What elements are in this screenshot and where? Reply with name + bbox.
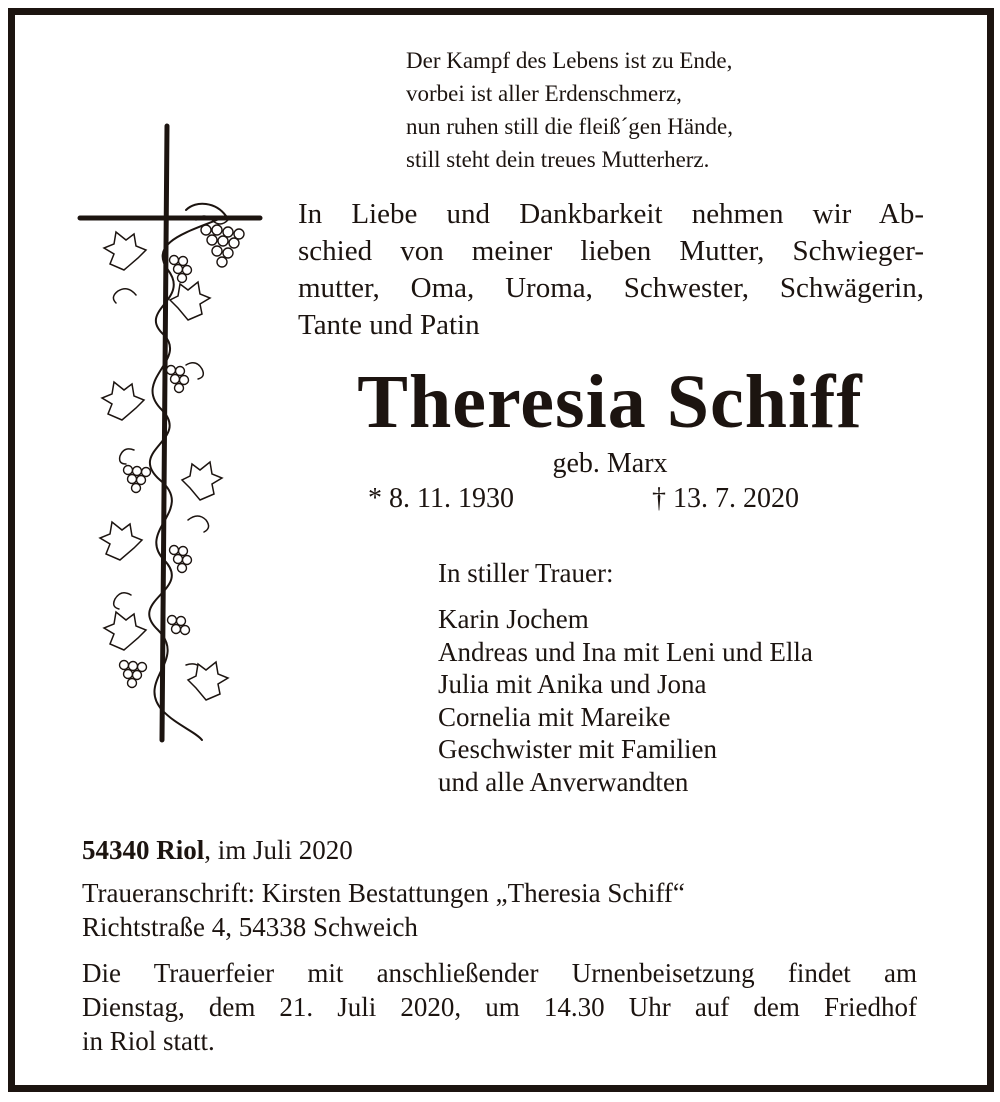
mourner-item: und alle Anverwandten	[438, 766, 689, 797]
poem-line: nun ruhen still die fleiß´gen Hände,	[406, 114, 734, 139]
intro-line: schied von meiner lieben Mutter, Schwieger-	[298, 235, 924, 267]
place-date-text: , im Juli 2020	[204, 835, 353, 865]
cross-with-grapevine-icon	[76, 120, 266, 745]
poem-line: still steht dein treues Mutterherz.	[406, 147, 710, 172]
mourner-item: Andreas und Ina mit Leni und Ella	[438, 636, 813, 667]
poem-line: vorbei ist aller Erdenschmerz,	[406, 81, 682, 106]
place-date	[82, 833, 353, 867]
mourners-heading: In stiller Trauer:	[438, 558, 614, 588]
mourner-item: Geschwister mit Familien	[438, 734, 717, 764]
mourner-item: Cornelia mit Mareike	[438, 701, 671, 732]
poem	[406, 44, 876, 176]
intro-line: Tante und Patin	[298, 309, 480, 341]
intro-line: mutter, Oma, Uroma, Schwester, Schwägerin,	[298, 272, 924, 304]
intro-paragraph	[298, 196, 924, 344]
intro-line: In Liebe und Dankbarkeit nehmen wir Ab-	[298, 198, 924, 230]
birth-date: * 8. 11. 1930	[368, 483, 514, 514]
birth-name: geb. Marx	[552, 448, 668, 479]
mourning-address	[82, 876, 942, 944]
address-line: Traueranschrift: Kirsten Bestattungen „Theresia Schiff“	[82, 878, 685, 908]
service-line: Dienstag, dem 21. Juli 2020, um 14.30 Uhr auf dem Friedhof	[82, 992, 917, 1022]
service-line: Die Trauerfeier mit anschließender Urnenbeisetzung findet am	[82, 958, 917, 988]
death-date: † 13. 7. 2020	[652, 483, 799, 514]
service-line: in Riol statt.	[82, 1026, 215, 1056]
funeral-service-info	[82, 956, 917, 1058]
mourner-item: Karin Jochem	[438, 604, 589, 634]
place-name: 54340 Riol	[82, 835, 205, 865]
poem-line: Der Kampf des Lebens ist zu Ende,	[406, 48, 733, 73]
deceased-name: Theresia Schiff	[357, 360, 863, 444]
mourners-list	[438, 603, 813, 798]
mourner-item: Julia mit Anika und Jona	[438, 669, 707, 699]
address-line: Richtstraße 4, 54338 Schweich	[82, 912, 418, 942]
